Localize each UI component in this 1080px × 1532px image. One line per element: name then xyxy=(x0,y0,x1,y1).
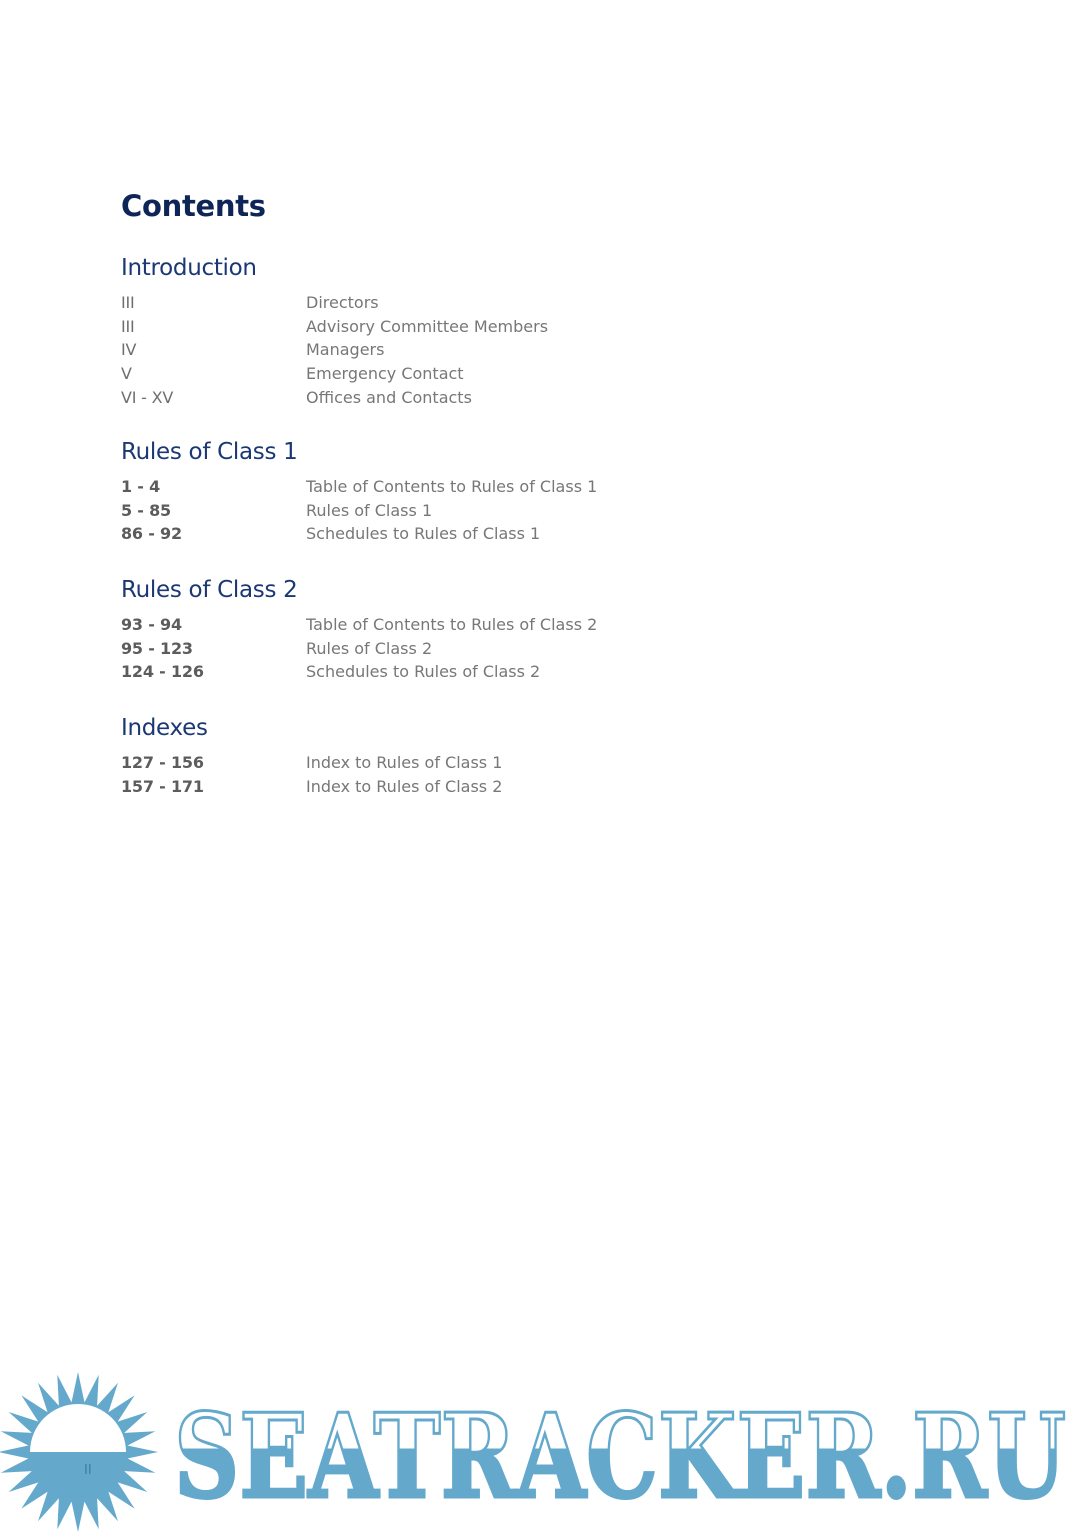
entry-title: Rules of Class 2 xyxy=(306,638,433,658)
entry-title: Emergency Contact xyxy=(306,364,464,384)
entry-pages: 5 - 85 xyxy=(121,500,171,520)
entry-pages: V xyxy=(121,364,132,384)
section-introduction xyxy=(121,253,721,409)
entry-pages: III xyxy=(121,316,135,336)
entry-title: Table of Contents to Rules of Class 2 xyxy=(306,615,598,635)
toc-entry xyxy=(121,291,721,315)
entry-pages: IV xyxy=(121,340,137,360)
section-heading: Rules of Class 2 xyxy=(121,577,298,603)
toc-entry xyxy=(121,475,721,499)
toc-entry xyxy=(121,522,721,546)
entry-pages: III xyxy=(121,293,135,313)
toc-entry xyxy=(121,637,721,661)
entry-title: Directors xyxy=(306,293,379,313)
toc-entry xyxy=(121,751,721,775)
section-rules-class-2 xyxy=(121,575,721,684)
page-number: II xyxy=(84,1463,92,1478)
entry-title: Schedules to Rules of Class 1 xyxy=(306,524,541,544)
entry-title: Index to Rules of Class 1 xyxy=(306,753,503,773)
toc-entry xyxy=(121,315,721,339)
toc-entry xyxy=(121,613,721,637)
toc-entry xyxy=(121,660,721,684)
entry-pages: 127 - 156 xyxy=(121,753,204,773)
section-heading: Introduction xyxy=(121,255,257,281)
entry-pages: 95 - 123 xyxy=(121,638,193,658)
toc-entry xyxy=(121,775,721,799)
entry-pages: 86 - 92 xyxy=(121,524,182,544)
entry-title: Table of Contents to Rules of Class 1 xyxy=(306,477,598,497)
page-title: Contents xyxy=(121,189,266,223)
entry-title: Managers xyxy=(306,340,385,360)
entry-title: Schedules to Rules of Class 2 xyxy=(306,662,541,682)
sun-icon xyxy=(0,1372,158,1532)
toc-entry xyxy=(121,499,721,523)
entry-title: Offices and Contacts xyxy=(306,387,472,407)
entry-pages: 157 - 171 xyxy=(121,776,204,796)
entry-title: Rules of Class 1 xyxy=(306,500,433,520)
entry-pages: VI - XV xyxy=(121,387,174,407)
toc-entry xyxy=(121,338,721,362)
section-heading: Indexes xyxy=(121,715,208,741)
entry-pages: 1 - 4 xyxy=(121,477,161,497)
section-heading: Rules of Class 1 xyxy=(121,439,298,465)
toc-entry xyxy=(121,362,721,386)
watermark-text: SEATRACKER.RU xyxy=(174,1389,1066,1525)
entry-title: Advisory Committee Members xyxy=(306,316,549,336)
entry-pages: 124 - 126 xyxy=(121,662,204,682)
section-rules-class-1 xyxy=(121,437,721,546)
entry-title: Index to Rules of Class 2 xyxy=(306,776,503,796)
section-indexes xyxy=(121,713,721,798)
entry-pages: 93 - 94 xyxy=(121,615,182,635)
seatracker-watermark xyxy=(0,1370,1080,1532)
toc-entry xyxy=(121,385,721,409)
